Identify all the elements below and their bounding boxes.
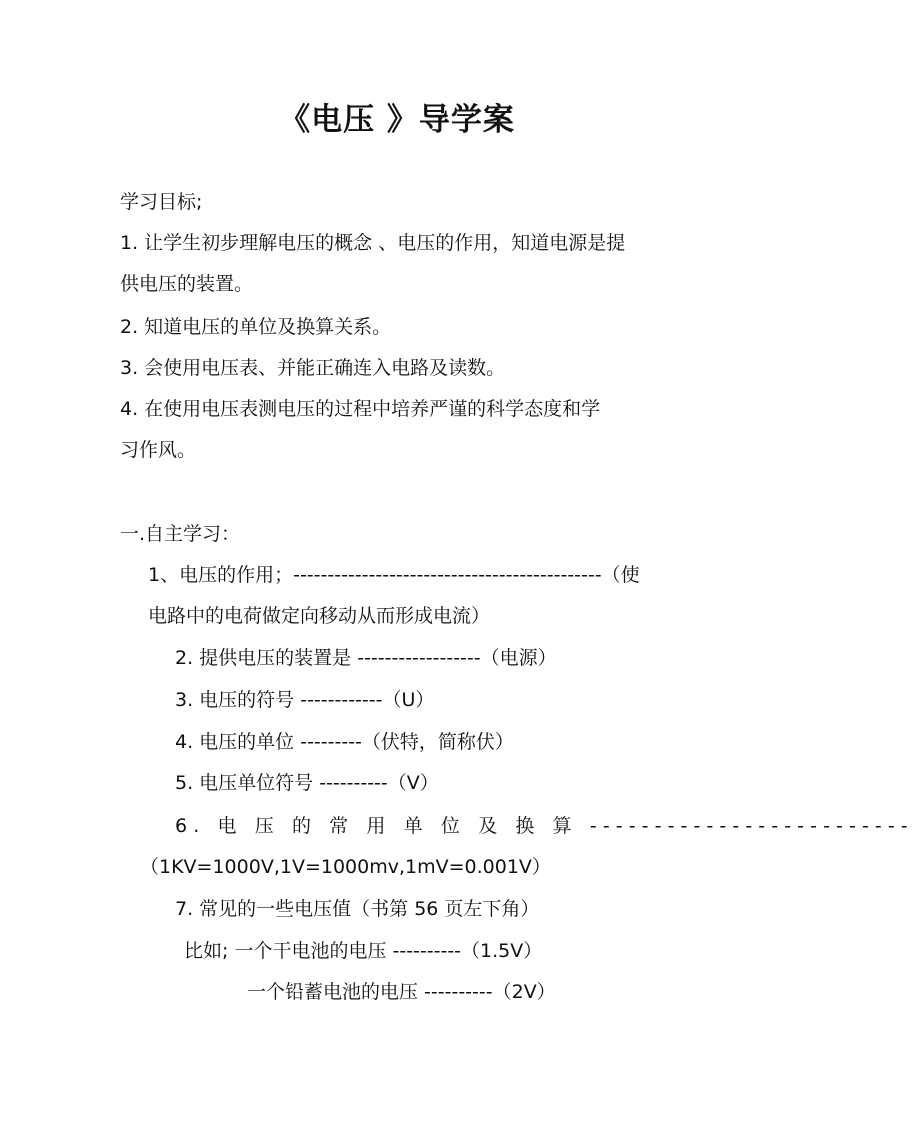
objective-1-line-2: 供电压的装置。	[120, 273, 254, 295]
question-3: 3. 电压的符号 ------------（U）	[175, 689, 435, 711]
question-7: 7. 常见的一些电压值（书第 56 页左下角）	[175, 898, 540, 920]
section-1-heading: 一.自主学习：	[120, 523, 241, 545]
question-2: 2. 提供电压的装置是 ------------------（电源）	[175, 647, 557, 669]
question-6-line-2: （1KV=1000V,1V=1000mv,1mV=0.001V）	[140, 856, 551, 878]
document-title: 《电压 》导学案	[279, 102, 515, 138]
objective-2: 2. 知道电压的单位及换算关系。	[120, 316, 392, 338]
question-1-line-1: 1、电压的作用；---------------------------------------------（使	[148, 564, 640, 586]
question-4: 4. 电压的单位 ---------（伏特，简称伏）	[175, 731, 514, 753]
question-5: 5. 电压单位符号 ----------（V）	[175, 772, 439, 794]
objective-4-line-2: 习作风。	[120, 439, 197, 461]
objective-1-line-1: 1. 让学生初步理解电压的概念 、电压的作用，知道电源是提	[120, 232, 626, 254]
question-6-line-1: 6. 电 压 的 常 用 单 位 及 换 算 -------------------------	[175, 815, 914, 837]
example-1: 比如; 一个干电池的电压 ----------（1.5V）	[184, 940, 543, 962]
example-2: 一个铅蓄电池的电压 ----------（2V）	[247, 981, 556, 1003]
objectives-heading: 学习目标;	[120, 191, 203, 213]
objective-4-line-1: 4. 在使用电压表测电压的过程中培养严谨的科学态度和学	[120, 398, 601, 420]
objective-3: 3. 会使用电压表、并能正确连入电路及读数。	[120, 357, 506, 379]
question-1-line-2: 电路中的电荷做定向移动从而形成电流）	[148, 605, 491, 627]
